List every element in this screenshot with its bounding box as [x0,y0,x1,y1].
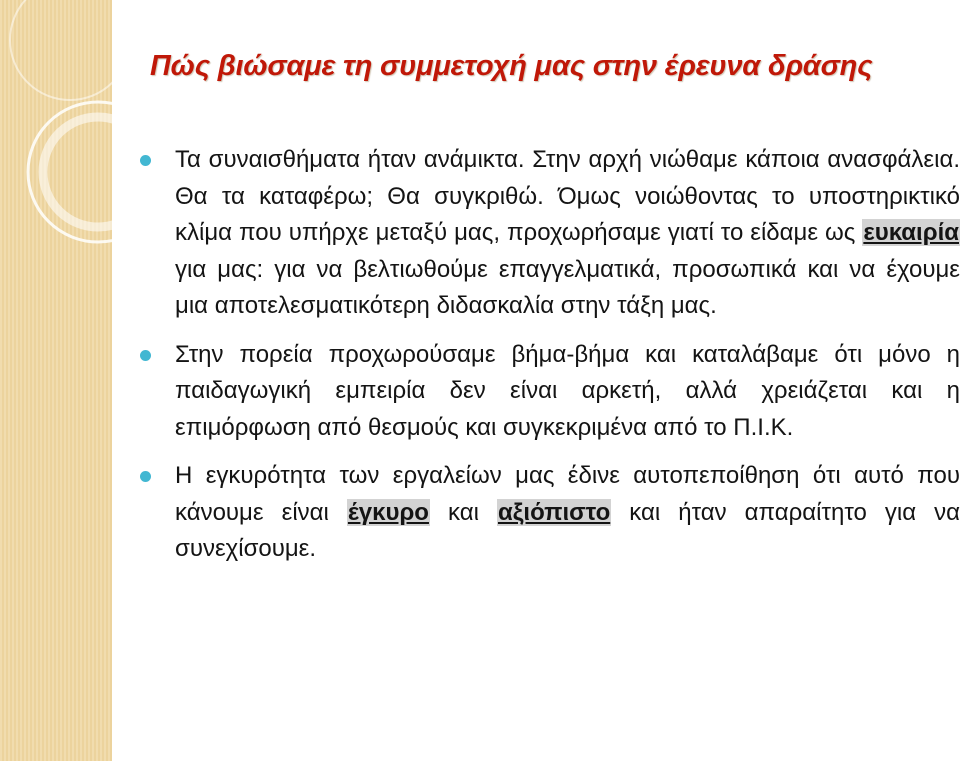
emphasis-word: έγκυρο [347,498,429,526]
decorative-circles [0,0,112,300]
emphasis-word: αξιόπιστο [497,498,611,526]
bullet-text-segment: για μας: για να βελτιωθούμε επαγγελματικά, προσωπικά και να έχουμε μια αποτελεσματικότερη διδασκαλία στην τάξη μας. [175,255,960,319]
bullet-dot-icon [140,155,151,166]
bullet-text-segment: Τα συναισθήματα ήταν ανάμικτα. Στην αρχή νιώθαμε κάποια ανασφάλεια. Θα τα καταφέρω; Θα συγκριθώ. Όμως νοιώθοντας το υποστηρικτικό κλίμα που υπήρχε μεταξύ μας, προχωρήσαμε γιατί το είδαμε ως [175,146,960,246]
bullet-text-segment: και ήταν απαραίτητο για να συνεχίσουμε. [175,498,960,562]
list-item [140,142,960,325]
list-item [140,458,960,568]
bullet-dot-icon [140,350,151,361]
bullet-list [140,142,960,580]
bullet-text-segment: Η εγκυρότητα των εργαλείων μας έδινε αυτοπεποίθηση ότι αυτό που κάνουμε είναι [175,462,960,526]
slide-title: Πώς βιώσαμε τη συμμετοχή μας στην έρευνα δράσης [150,50,873,82]
bullet-text-segment: και [429,498,497,526]
bullet-text [175,142,960,325]
bullet-text [175,458,960,568]
bullet-dot-icon [140,471,151,482]
emphasis-word: ευκαιρία [863,219,959,246]
list-item [140,337,960,447]
bullet-text: Στην πορεία προχωρούσαμε βήμα-βήμα και καταλάβαμε ότι μόνο η παιδαγωγική εμπειρία δεν είναι αρκετή, αλλά χρειάζεται και η επιμόρφωση από θεσμούς και συγκεκριμένα από το Π.Ι.Κ. [175,340,960,441]
